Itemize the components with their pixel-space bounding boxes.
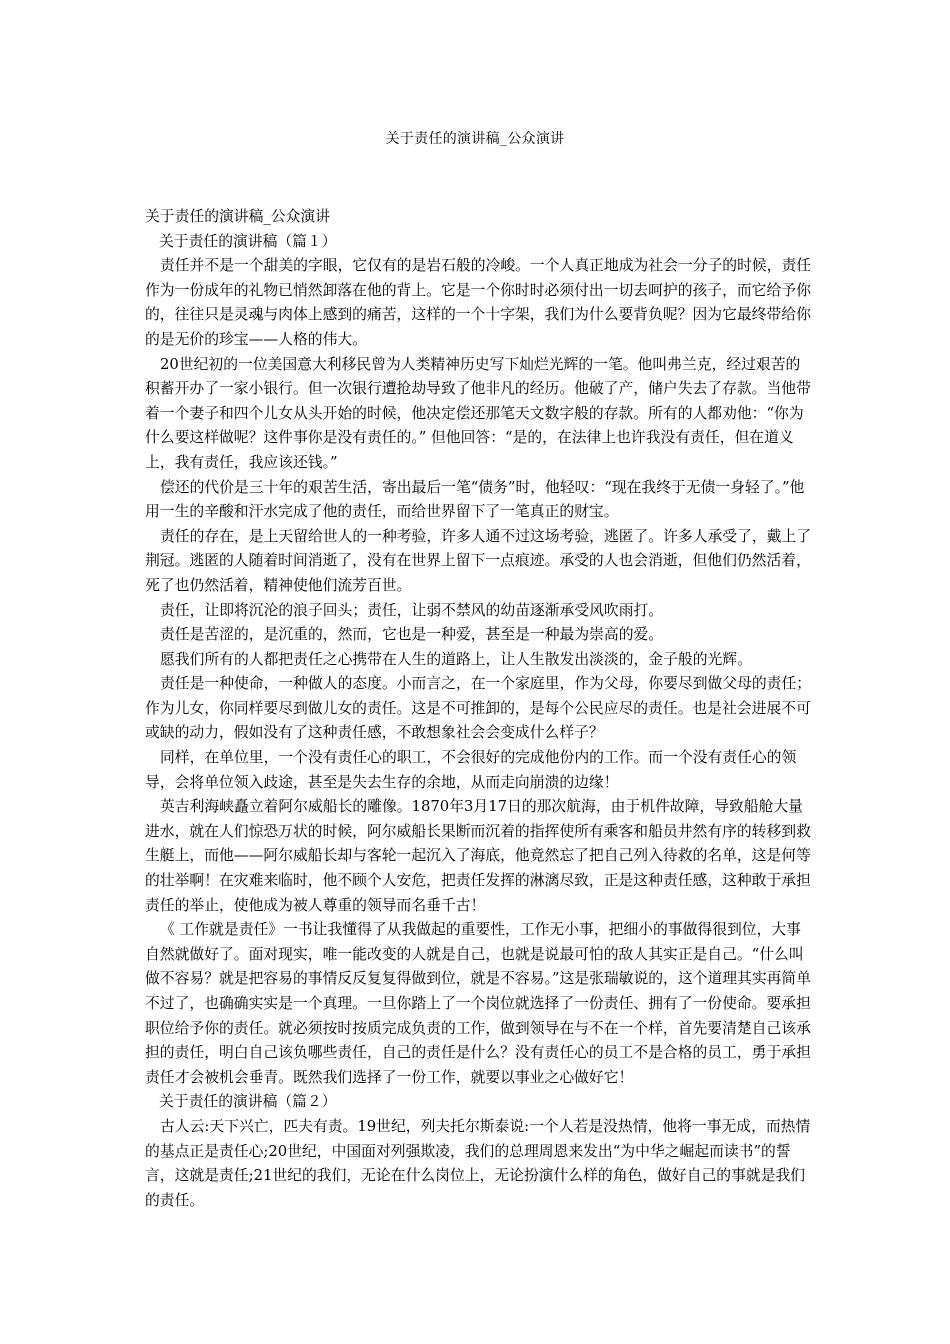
page-title: 关于责任的演讲稿_公众演讲 — [385, 131, 565, 147]
paragraph-8: 责任是一种使命，一种做人的态度。小而言之，在一个家庭里，作为父母，你要尽到做父母的责任；作为儿女，你同样要尽到做儿女的责任。这是不可推卸的，是每个公民应尽的责任。也是社会进展不可或缺的动力，假如没有了这种责任感，不敢想象社会会变成什么样子？ — [145, 675, 812, 742]
paragraph-2: 20世纪初的一位美国意大利移民曾为人类精神历史写下灿烂光辉的一笔。他叫弗兰克，经过艰苦的积蓄开办了一家小银行。但一次银行遭抢劫导致了他非凡的经历。他破了产，储户失去了存款。当他带着一个妻子和四个儿女从头开始的时候，他决定偿还那笔天文数字般的存款。所有的人都劝他：“你为什么要这样做呢？这件事你是没有责任的。” 但他回答：“是的，在法律上也许我没有责任，但在道义上，我有责任，我应该还钱。” — [145, 355, 811, 471]
paragraph-7: 愿我们所有的人都把责任之心携带在人生的道路上，让人生散发出淡淡的，金子般的光辉。 — [160, 650, 752, 668]
paragraph-12: 古人云:天下兴亡，匹夫有责。19世纪，列夫托尔斯泰说:一个人若是没热情，他将一事无成，而热情的基点正是责任心;20世纪，中国面对列强欺凌，我们的总理周恩来发出“为中华之崛起而读书”的誓言，这就是责任;21世纪的我们，无论在什么岗位上，无论扮演什么样的角色，做好自己的事就是我们的责任。 — [145, 1117, 811, 1209]
paragraph-1: 责任并不是一个甜美的字眼，它仅有的是岩石般的冷峻。一个人真正地成为社会一分子的时候，责任作为一份成年的礼物已悄然卸落在他的背上。它是一个你时时必须付出一切去呵护的孩子，而它给予你的，往往只是灵魂与肉体上感到的痛苦，这样的一个十字架，我们为什么要背负呢？因为它最终带给你的是无价的珍宝——人格的伟大。 — [145, 257, 812, 348]
section-heading-2: 关于责任的演讲稿（篇２） — [159, 1093, 337, 1111]
section-heading-1: 关于责任的演讲稿（篇１） — [159, 232, 337, 250]
document-heading: 关于责任的演讲稿_公众演讲 — [145, 208, 330, 225]
paragraph-11: 《 工作就是责任》一书让我懂得了从我做起的重要性，工作无小事，把细小的事做得很到位，大事自然就做好了。面对现实，唯一能改变的人就是自己，也就是说最可怕的敌人其实正是自己。“什么叫做不容易？就是把容易的事情反反复复得做到位，就是不容易。”这是张瑞敏说的，这个道理其实再简单不过了，也确确实实是一个真理。一旦你踏上了一个岗位就选择了一份责任、拥有了一份使命。要承担职位给予你的责任。就必须按时按质完成负责的工作，做到领导在与不在一个样，首先要清楚自己该承担的责任，明白自己该负哪些责任，自己的责任是什么？没有责任心的员工不是合格的员工，勇于承担责任才会被机会垂青。既然我们选择了一份工作，就要以事业之心做好它！ — [145, 921, 812, 1086]
paragraph-5: 责任，让即将沉沦的浪子回头；责任，让弱不禁风的幼苗逐渐承受风吹雨打。 — [160, 601, 664, 619]
paragraph-4: 责任的存在，是上天留给世人的一种考验，许多人通不过这场考验，逃匿了。许多人承受了，戴上了荆冠。逃匿的人随着时间消逝了，没有在世界上留下一点痕迹。承受的人也会消逝，但他们仍然活着，死了也仍然活着，精神使他们流芳百世。 — [145, 527, 812, 594]
document-body — [145, 205, 815, 1213]
paragraph-9: 同样，在单位里，一个没有责任心的职工，不会很好的完成他份内的工作。而一个没有责任心的领导，会将单位领入歧途，甚至是失去生存的余地，从而走向崩溃的边缘！ — [145, 749, 797, 791]
paragraph-3: 偿还的代价是三十年的艰苦生活，寄出最后一笔“债务”时，他轻叹：“现在我终于无债一身轻了。”他用一生的辛酸和汗水完成了他的责任，而给世界留下了一笔真正的财宝。 — [145, 478, 805, 521]
paragraph-6: 责任是苦涩的，是沉重的，然而，它也是一种爱，甚至是一种最为崇高的爱。 — [160, 626, 664, 644]
paragraph-10: 英吉利海峡矗立着阿尔威船长的雕像。1870年3月17日的那次航海，由于机件故障，导致船舱大量进水，就在人们惊恐万状的时候，阿尔威船长果断而沉着的指挥使所有乘客和船员井然有序的转移到救生艇上，而他——阿尔威船长却与客轮一起沉入了海底，他竟然忘了把自己列入待救的名单，这是何等的壮举啊！在灾难来临时，他不顾个人安危，把责任发挥的淋漓尽致，正是这种责任感，这种敢于承担责任的举止，使他成为被人尊重的领导而名垂千古！ — [145, 798, 811, 914]
